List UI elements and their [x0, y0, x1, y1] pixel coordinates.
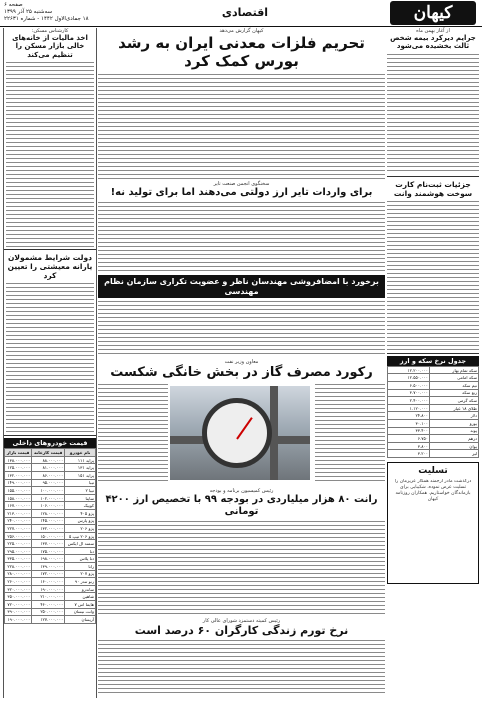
col-market-price: قیمت بازار [5, 449, 32, 457]
rate-row [388, 442, 479, 450]
date-lunar-issue: ۱۸ جمادی‌الاول ۱۴۴۲ - شماره ۲۲۶۳۱ [4, 16, 89, 22]
factory-price: ۱۳۹.۰۰۰.۰۰۰ [32, 563, 65, 571]
factory-price: ۹۵.۰۰۰.۰۰۰ [32, 479, 65, 487]
inflation-supertitle: رئیس کمیته دستمزد شورای عالی کار [202, 617, 281, 624]
rate-value: ۶.۵۰۰.۰۰۰ [388, 381, 430, 389]
rate-row [388, 374, 479, 382]
news-headline: دولت شرایط مشمولان یارانه معیشتی را تعیین کرد [7, 253, 93, 281]
news-body [6, 62, 94, 247]
rate-value: ۳۰.۱۰۰ [388, 419, 430, 427]
car-row [5, 532, 96, 540]
car-name: پژو پارس [65, 517, 96, 525]
car-row [5, 494, 96, 502]
rate-value: ۱۲.۲۰۰.۰۰۰ [388, 366, 430, 374]
factory-price: ۴۶۰.۰۰۰.۰۰۰ [32, 601, 65, 609]
rate-name: دلار [430, 412, 479, 420]
rates-table [387, 366, 479, 458]
tire-body [98, 202, 385, 272]
market-price: ۱۶۷.۰۰۰.۰۰۰ [5, 502, 32, 510]
car-name: پراید ۱۵۱ [65, 471, 96, 479]
rate-name: ربع سکه [430, 389, 479, 397]
lead-body [98, 74, 385, 179]
market-price: ۳۳۵.۰۰۰.۰۰۰ [5, 555, 32, 563]
market-price: ۱۵۸.۰۰۰.۰۰۰ [5, 494, 32, 502]
car-prices-title: قیمت خودروهای داخلی [4, 438, 96, 448]
market-price: ۲۲۵.۰۰۰.۰۰۰ [5, 540, 32, 548]
car-name: پراید ۱۱۱ [65, 456, 96, 464]
market-price: ۳۹۰.۰۰۰.۰۰۰ [5, 608, 32, 616]
factory-price: ۱۰۰.۰۰۰.۰۰۰ [32, 487, 65, 495]
rent-headline: رانت ۸۰ هزار میلیاردی در بودجه ۹۹ با تخصیص ارز ۴۲۰۰ تومانی [105, 493, 378, 517]
factory-price: ۱۳۲.۰۰۰.۰۰۰ [32, 525, 65, 533]
inflation-headline: نرخ تورم زندگی کارگران ۶۰ درصد است [134, 623, 349, 637]
rate-value: ۳.۸۰۰ [388, 442, 430, 450]
car-prices-table [4, 448, 96, 624]
rate-row [388, 389, 479, 397]
car-row [5, 525, 96, 533]
factory-price: ۱۹۰.۰۰۰.۰۰۰ [32, 585, 65, 593]
issue-date [4, 2, 89, 23]
market-price: ۲۲۸.۰۰۰.۰۰۰ [5, 563, 32, 571]
rate-row [388, 450, 479, 458]
rate-value: ۲.۴۰۰.۰۰۰ [388, 397, 430, 405]
col-factory-price: قیمت کارخانه [32, 449, 65, 457]
rate-name: پوند [430, 427, 479, 435]
lead-headline: تحریم فلزات معدنی ایران به رشد بورس کمک کرد [118, 34, 365, 70]
rate-row [388, 404, 479, 412]
main-news-area [98, 28, 385, 698]
car-row [5, 471, 96, 479]
market-price: ۱۹۰.۰۰۰.۰۰۰ [5, 616, 32, 624]
factory-price: ۲۱۰.۰۰۰.۰۰۰ [32, 593, 65, 601]
news-supertitle: کارشناس مسکن: [31, 28, 69, 34]
gas-supertitle: معاون وزیر نفت [224, 359, 259, 366]
factory-price: ۱۶۰.۰۰۰.۰۰۰ [32, 578, 65, 586]
market-price: ۱۳۸.۰۰۰.۰۰۰ [5, 456, 32, 464]
gas-story [98, 384, 385, 488]
car-row [5, 570, 96, 578]
rates-table-title: جدول نرخ سکه و ارز [387, 356, 479, 366]
factory-price: ۱۳۷.۰۰۰.۰۰۰ [32, 540, 65, 548]
factory-price: ۱۷۵.۰۰۰.۰۰۰ [32, 547, 65, 555]
car-name: وانت نیسان [65, 608, 96, 616]
car-name: دنا [65, 547, 96, 555]
news-headline: جزئیات ثبت‌نام کارت سوخت هوشمند وانت [393, 179, 473, 198]
factory-price: ۱۷۲.۰۰۰.۰۰۰ [32, 570, 65, 578]
rate-row [388, 381, 479, 389]
car-row [5, 547, 96, 555]
car-name: سمند ال ایکس [65, 540, 96, 548]
page-header [0, 0, 482, 27]
news-supertitle: از آغاز بهمن ماه [416, 28, 450, 34]
car-name: پژو ۲۰۶ تیپ ۵ [65, 532, 96, 540]
car-row [5, 517, 96, 525]
market-price: ۷۲۰.۰۰۰.۰۰۰ [5, 601, 32, 609]
tire-supertitle: سخنگوی انجمن صنعت تایر [213, 181, 270, 187]
factory-price: ۸۱.۰۰۰.۰۰۰ [32, 464, 65, 472]
car-name: پراید ۱۳۱ [65, 464, 96, 472]
page-number: صفحه ۶ [4, 2, 23, 8]
factory-price: ۱۵۰.۰۰۰.۰۰۰ [32, 532, 65, 540]
factory-price: ۱۴۵.۰۰۰.۰۰۰ [32, 517, 65, 525]
rate-value: ۲۴.۸۰۰ [388, 412, 430, 420]
market-price: ۱۵۵.۰۰۰.۰۰۰ [5, 487, 32, 495]
car-row [5, 540, 96, 548]
news-body [6, 283, 94, 433]
condolence-title: تسلیت [418, 465, 448, 476]
car-name: رنو تندر ۹۰ [65, 578, 96, 586]
car-row [5, 616, 96, 624]
rate-row [388, 427, 479, 435]
car-name: پژو ۲۰۷ [65, 570, 96, 578]
factory-price: ۱۹۸.۰۰۰.۰۰۰ [32, 555, 65, 563]
car-name: آریسان [65, 616, 96, 624]
newspaper-logo: کیهان [390, 1, 476, 25]
rate-name: یوان [430, 442, 479, 450]
factory-price: ۱۲۷.۰۰۰.۰۰۰ [32, 616, 65, 624]
car-name: ساندرو [65, 585, 96, 593]
car-name: پژو ۲۰۶ [65, 525, 96, 533]
rate-name: لیر [430, 450, 479, 458]
rent-body [98, 521, 385, 616]
market-price: ۲۶۰.۰۰۰.۰۰۰ [5, 578, 32, 586]
car-name: پژو ۴۰۵ [65, 509, 96, 517]
factory-price: ۸۶.۰۰۰.۰۰۰ [32, 471, 65, 479]
rate-row [388, 397, 479, 405]
car-row [5, 563, 96, 571]
car-row [5, 456, 96, 464]
market-price: ۳۵۰.۰۰۰.۰۰۰ [5, 593, 32, 601]
rate-row [388, 419, 479, 427]
market-price: ۲۹۵.۰۰۰.۰۰۰ [5, 547, 32, 555]
left-column [3, 28, 97, 698]
rate-name: طلای ۱۸ عیار [430, 404, 479, 412]
car-row [5, 509, 96, 517]
car-name: دنا پلاس [65, 555, 96, 563]
inflation-body [98, 640, 385, 696]
car-row [5, 464, 96, 472]
car-row [5, 578, 96, 586]
market-price: ۲۲۷.۰۰۰.۰۰۰ [5, 525, 32, 533]
engineering-body [98, 301, 385, 356]
rate-value: ۱۲.۵۵۰.۰۰۰ [388, 374, 430, 382]
rate-name: سکه امامی [430, 374, 479, 382]
tire-headline: برای واردات تایر ارز دولتی می‌دهند اما برای تولید نه! [110, 187, 373, 198]
car-name: کوییک [65, 502, 96, 510]
car-row [5, 608, 96, 616]
market-price: ۱۴۹.۰۰۰.۰۰۰ [5, 479, 32, 487]
gas-headline: رکورد مصرف گاز در بخش خانگی شکست [110, 365, 373, 381]
car-row [5, 593, 96, 601]
market-price: ۳۲۰.۰۰۰.۰۰۰ [5, 585, 32, 593]
rate-value: ۳۳.۴۰۰ [388, 427, 430, 435]
rate-value: ۱.۱۲۰.۰۰۰ [388, 404, 430, 412]
car-row [5, 479, 96, 487]
rate-name: سکه گرمی [430, 397, 479, 405]
rate-name: سکه تمام بهار [430, 366, 479, 374]
gas-gauge-photo [170, 386, 310, 480]
news-body [387, 54, 479, 174]
rate-row [388, 412, 479, 420]
rate-value: ۳.۷۰۰.۰۰۰ [388, 389, 430, 397]
rate-row [388, 366, 479, 374]
rate-name: درهم [430, 435, 479, 443]
car-row [5, 502, 96, 510]
car-name: ساینا [65, 494, 96, 502]
market-price: ۱۲۵.۰۰۰.۰۰۰ [5, 464, 32, 472]
factory-price: ۸۸.۰۰۰.۰۰۰ [32, 456, 65, 464]
rent-supertitle: رئیس کمیسیون برنامه و بودجه [209, 487, 274, 494]
car-name: تیبا [65, 479, 96, 487]
news-headline: جرایم دیرکرد بیمه شخص ثالث بخشیده می‌شود [390, 34, 476, 51]
factory-price: ۱۰۲.۰۰۰.۰۰۰ [32, 494, 65, 502]
news-body [387, 201, 479, 351]
engineering-headline: برخورد با امضافروشی مهندسان ناظر و عضویت تکراری سازمان نظام مهندسی [98, 275, 385, 298]
market-price: ۱۳۲.۰۰۰.۰۰۰ [5, 471, 32, 479]
col-car-name: نام خودرو [65, 449, 96, 457]
car-row [5, 555, 96, 563]
rate-value: ۳.۲۰۰ [388, 450, 430, 458]
rate-name: یورو [430, 419, 479, 427]
condolence-text: درگذشت مادر ارجمند همکار عزیزمان را تسلیت عرض نموده، شکیبایی برای بازماندگان خواستاریم. همکاران روزنامه کیهان [394, 478, 472, 502]
factory-price: ۱۲۸.۰۰۰.۰۰۰ [32, 509, 65, 517]
news-headline: اخذ مالیات از خانه‌های خالی بازار مسکن را تنظیم می‌کند [12, 34, 88, 59]
pressure-gauge-icon [202, 398, 272, 468]
market-price: ۲۴۰.۰۰۰.۰۰۰ [5, 517, 32, 525]
car-row [5, 487, 96, 495]
gas-body-right [315, 384, 385, 484]
gas-body-left [98, 384, 168, 484]
car-name: رانا [65, 563, 96, 571]
car-row [5, 601, 96, 609]
car-name: شاهین [65, 593, 96, 601]
market-price: ۲۸۰.۰۰۰.۰۰۰ [5, 570, 32, 578]
condolence-box [387, 462, 479, 584]
section-title: اقتصادی [221, 6, 269, 19]
rate-row [388, 435, 479, 443]
rate-value: ۶.۷۵۰ [388, 435, 430, 443]
lead-supertitle: کیهان گزارش می‌دهد [219, 28, 264, 34]
car-name: هایما اس ۷ [65, 601, 96, 609]
factory-price: ۱۰۶.۰۰۰.۰۰۰ [32, 502, 65, 510]
factory-price: ۲۵۰.۰۰۰.۰۰۰ [32, 608, 65, 616]
market-price: ۲۵۶.۰۰۰.۰۰۰ [5, 532, 32, 540]
car-row [5, 585, 96, 593]
car-name: تیبا ۲ [65, 487, 96, 495]
date-solar: سه‌شنبه ۲۵ آذر ۱۳۹۹ [4, 9, 53, 15]
market-price: ۲۱۳.۰۰۰.۰۰۰ [5, 509, 32, 517]
right-column [387, 28, 479, 698]
rate-name: نیم سکه [430, 381, 479, 389]
